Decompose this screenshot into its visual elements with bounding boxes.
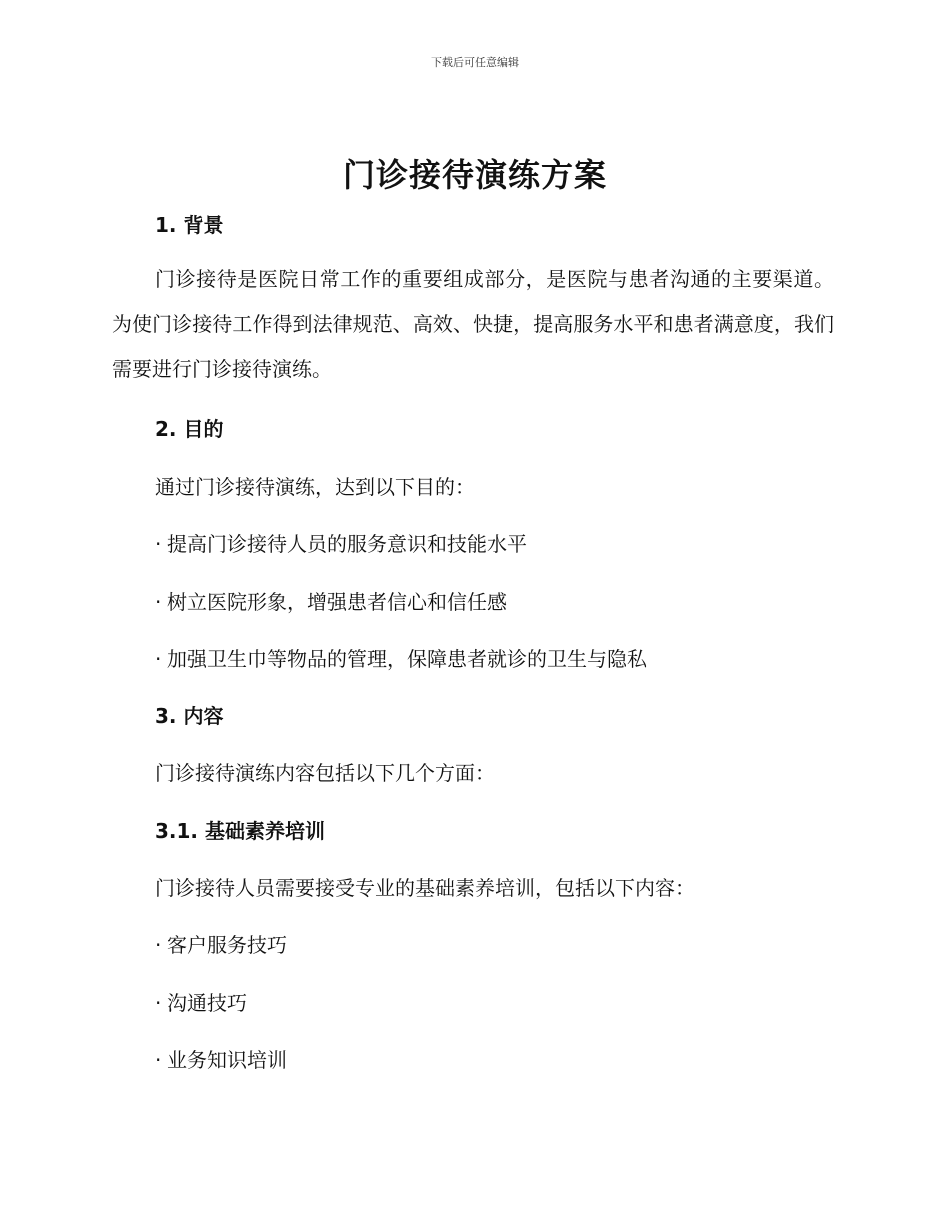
header-note: 下载后可任意编辑 [431, 56, 519, 69]
list-item [155, 929, 287, 958]
bullet-marker: · [155, 532, 162, 556]
list-item [155, 586, 507, 615]
document-title: 门诊接待演练方案 [342, 156, 607, 194]
subsection-heading-training: 3.1. 基础素养培训 [155, 819, 325, 843]
list-item [155, 1044, 287, 1073]
list-item-text: 树立医院形象，增强患者信心和信任感 [167, 590, 507, 614]
list-item [155, 987, 247, 1016]
list-item-text: 提高门诊接待人员的服务意识和技能水平 [167, 532, 527, 556]
list-item-text: 业务知识培训 [167, 1048, 287, 1072]
bullet-marker: · [155, 590, 162, 614]
bullet-marker: · [155, 647, 162, 671]
list-item-text: 客户服务技巧 [167, 933, 287, 957]
section-heading-background: 1. 背景 [155, 213, 224, 237]
bullet-marker: · [155, 1048, 162, 1072]
training-intro: 门诊接待人员需要接受专业的基础素养培训，包括以下内容： [155, 876, 695, 900]
list-item-text: 加强卫生巾等物品的管理，保障患者就诊的卫生与隐私 [167, 647, 647, 671]
list-item [155, 528, 527, 557]
purpose-intro: 通过门诊接待演练，达到以下目的： [155, 475, 475, 499]
section-heading-content: 3. 内容 [155, 704, 224, 728]
section-heading-purpose: 2. 目的 [155, 417, 224, 441]
bullet-marker: · [155, 933, 162, 957]
content-intro: 门诊接待演练内容包括以下几个方面： [155, 761, 495, 785]
bullet-marker: · [155, 991, 162, 1015]
list-item-text: 沟通技巧 [167, 991, 247, 1015]
list-item [155, 643, 647, 672]
background-paragraph: 门诊接待是医院日常工作的重要组成部分，是医院与患者沟通的主要渠道。为使门诊接待工作得到法律规范、高效、快捷，提高服务水平和患者满意度，我们需要进行门诊接待演练。 [112, 267, 834, 381]
